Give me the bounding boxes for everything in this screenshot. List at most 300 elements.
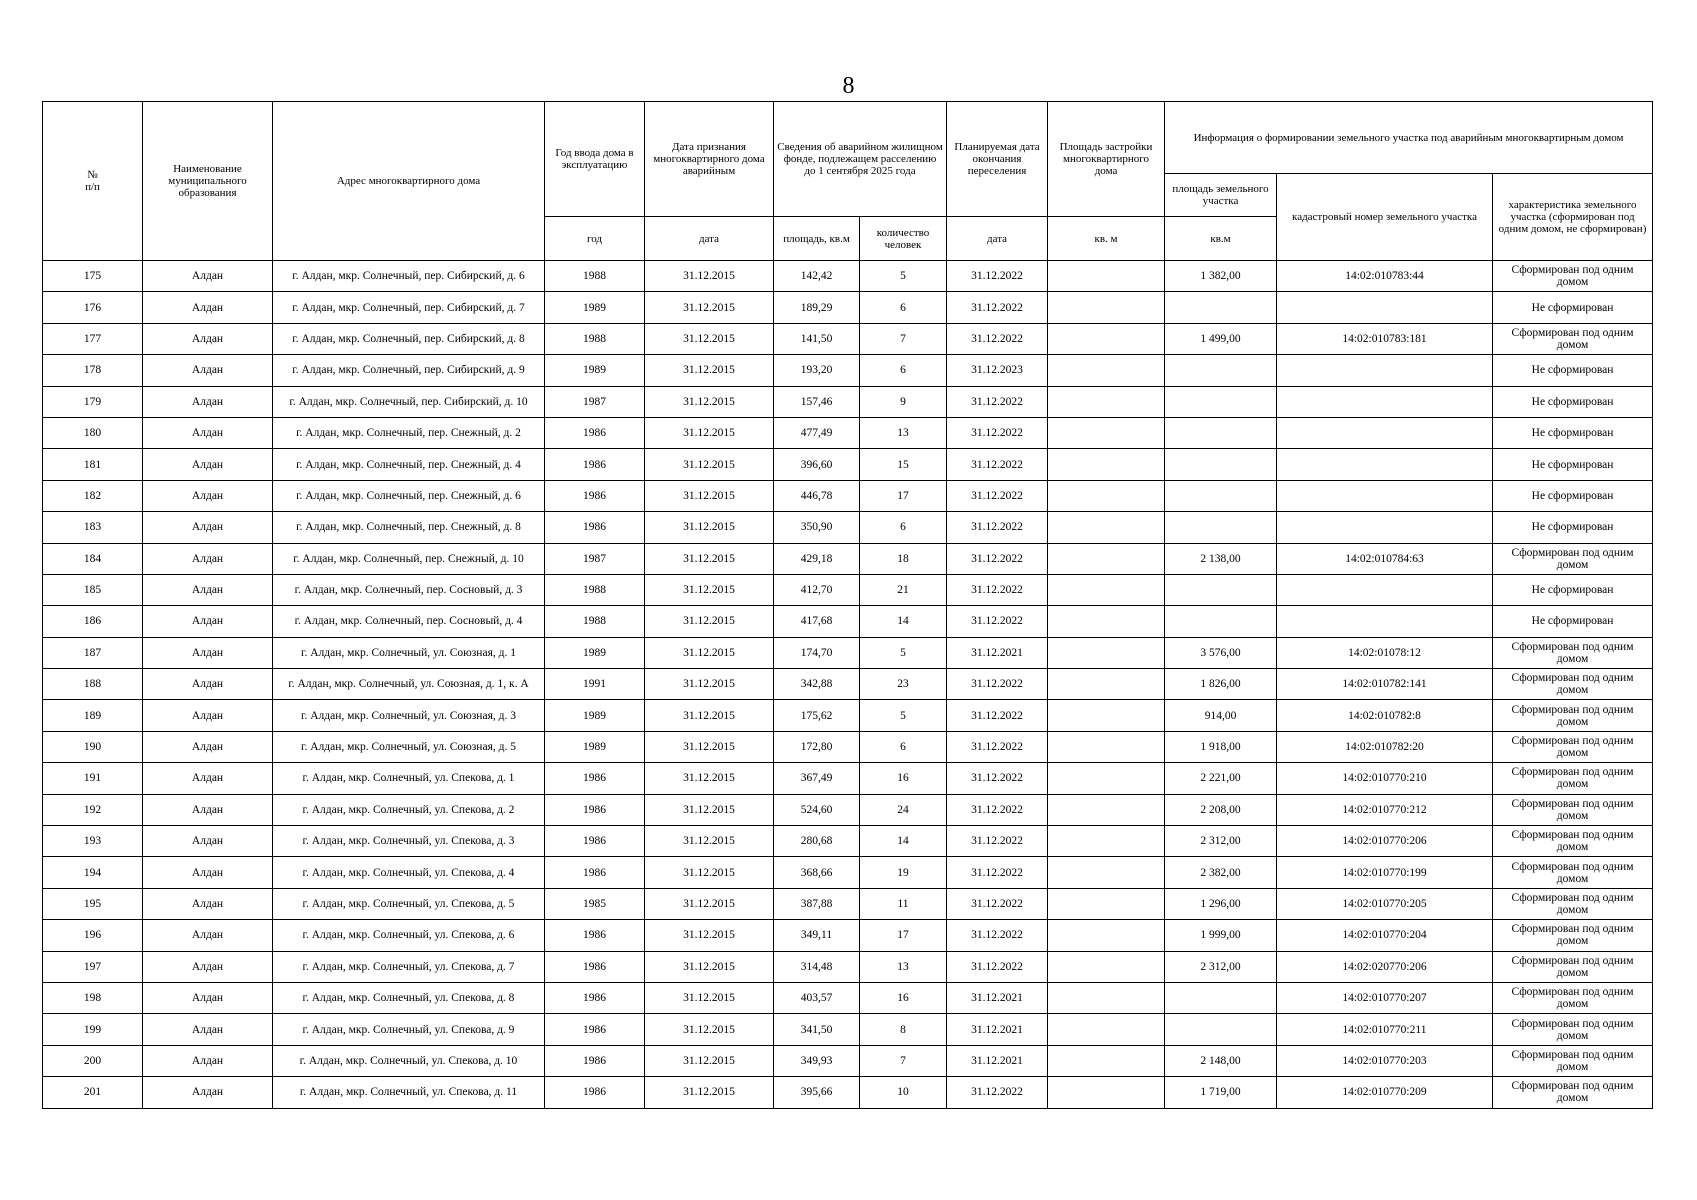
table-row [43,323,1653,354]
land-area-cell: 1 826,00 [1165,669,1277,700]
cadastral-cell: 14:02:010770:209 [1277,1077,1493,1108]
characteristic-cell: Не сформирован [1493,574,1653,605]
characteristic-cell: Сформирован под одним домом [1493,794,1653,825]
cadastral-cell: 14:02:010782:20 [1277,731,1493,762]
col-header-emergency-fund: Сведения об аварийном жилищном фонде, подлежащем расселению до 1 сентября 2025 года [774,102,947,217]
recognition-date-cell: 31.12.2015 [645,731,774,762]
recognition-date-cell: 31.12.2015 [645,323,774,354]
planned-date-cell: 31.12.2022 [947,323,1048,354]
cadastral-cell: 14:02:010783:44 [1277,261,1493,292]
area-cell: 387,88 [774,888,860,919]
recognition-date-cell: 31.12.2015 [645,982,774,1013]
table-row [43,386,1653,417]
land-area-cell [1165,417,1277,448]
cadastral-cell [1277,480,1493,511]
characteristic-cell: Сформирован под одним домом [1493,1014,1653,1045]
planned-date-cell: 31.12.2022 [947,794,1048,825]
year-cell: 1986 [545,512,645,543]
planned-date-cell: 31.12.2022 [947,386,1048,417]
people-cell: 15 [860,449,947,480]
table-row [43,637,1653,668]
land-area-cell [1165,982,1277,1013]
built-area-cell [1048,920,1165,951]
land-area-cell: 1 499,00 [1165,323,1277,354]
land-area-cell: 1 999,00 [1165,920,1277,951]
land-area-cell: 2 208,00 [1165,794,1277,825]
table-row [43,982,1653,1013]
year-cell: 1988 [545,606,645,637]
table-row [43,857,1653,888]
row-number: 190 [43,731,143,762]
year-cell: 1987 [545,543,645,574]
row-number: 177 [43,323,143,354]
municipality-cell: Алдан [143,543,273,574]
land-area-cell: 3 576,00 [1165,637,1277,668]
col-header-built-area: Площадь застройки многоквартирного дома [1048,102,1165,217]
address-cell: г. Алдан, мкр. Солнечный, пер. Снежный, д. 6 [273,480,545,511]
cadastral-cell: 14:02:010783:181 [1277,323,1493,354]
table-row [43,606,1653,637]
land-area-cell: 914,00 [1165,700,1277,731]
municipality-cell: Алдан [143,637,273,668]
municipality-cell: Алдан [143,951,273,982]
characteristic-cell: Сформирован под одним домом [1493,857,1653,888]
planned-date-cell: 31.12.2022 [947,417,1048,448]
people-cell: 18 [860,543,947,574]
characteristic-cell: Не сформирован [1493,449,1653,480]
planned-date-cell: 31.12.2021 [947,637,1048,668]
planned-date-cell: 31.12.2022 [947,920,1048,951]
recognition-date-cell: 31.12.2015 [645,261,774,292]
area-cell: 280,68 [774,826,860,857]
recognition-date-cell: 31.12.2015 [645,920,774,951]
characteristic-cell: Сформирован под одним домом [1493,888,1653,919]
area-cell: 417,68 [774,606,860,637]
address-cell: г. Алдан, мкр. Солнечный, ул. Спекова, д. 5 [273,888,545,919]
people-cell: 17 [860,480,947,511]
planned-date-cell: 31.12.2021 [947,1045,1048,1076]
year-cell: 1986 [545,1014,645,1045]
area-cell: 314,48 [774,951,860,982]
address-cell: г. Алдан, мкр. Солнечный, пер. Снежный, д. 4 [273,449,545,480]
unit-people: количество человек [860,217,947,261]
recognition-date-cell: 31.12.2015 [645,1077,774,1108]
municipality-cell: Алдан [143,386,273,417]
row-number: 180 [43,417,143,448]
planned-date-cell: 31.12.2022 [947,480,1048,511]
land-area-cell [1165,512,1277,543]
built-area-cell [1048,355,1165,386]
table-row [43,417,1653,448]
row-number: 183 [43,512,143,543]
people-cell: 11 [860,888,947,919]
table-row [43,920,1653,951]
address-cell: г. Алдан, мкр. Солнечный, пер. Сосновый, д. 4 [273,606,545,637]
characteristic-cell: Не сформирован [1493,386,1653,417]
people-cell: 16 [860,982,947,1013]
cadastral-cell [1277,355,1493,386]
address-cell: г. Алдан, мкр. Солнечный, пер. Снежный, д. 8 [273,512,545,543]
unit-land-kvm: кв.м [1165,217,1277,261]
land-area-cell [1165,386,1277,417]
recognition-date-cell: 31.12.2015 [645,480,774,511]
built-area-cell [1048,794,1165,825]
table-row [43,574,1653,605]
municipality-cell: Алдан [143,982,273,1013]
cadastral-cell [1277,292,1493,323]
municipality-cell: Алдан [143,574,273,605]
row-number: 182 [43,480,143,511]
people-cell: 6 [860,292,947,323]
cadastral-cell: 14:02:020770:206 [1277,951,1493,982]
recognition-date-cell: 31.12.2015 [645,1014,774,1045]
land-area-cell: 2 312,00 [1165,826,1277,857]
planned-date-cell: 31.12.2022 [947,512,1048,543]
characteristic-cell: Сформирован под одним домом [1493,1045,1653,1076]
year-cell: 1988 [545,261,645,292]
municipality-cell: Алдан [143,417,273,448]
municipality-cell: Алдан [143,857,273,888]
year-cell: 1989 [545,355,645,386]
table-row [43,355,1653,386]
characteristic-cell: Сформирован под одним домом [1493,920,1653,951]
unit-date: дата [645,217,774,261]
recognition-date-cell: 31.12.2015 [645,857,774,888]
year-cell: 1986 [545,480,645,511]
people-cell: 5 [860,261,947,292]
land-area-cell: 2 382,00 [1165,857,1277,888]
year-cell: 1988 [545,323,645,354]
table-row [43,543,1653,574]
built-area-cell [1048,386,1165,417]
table-row [43,1077,1653,1108]
recognition-date-cell: 31.12.2015 [645,669,774,700]
address-cell: г. Алдан, мкр. Солнечный, ул. Спекова, д. 3 [273,826,545,857]
area-cell: 395,66 [774,1077,860,1108]
municipality-cell: Алдан [143,355,273,386]
built-area-cell [1048,543,1165,574]
row-number: 200 [43,1045,143,1076]
built-area-cell [1048,480,1165,511]
cadastral-cell: 14:02:010782:8 [1277,700,1493,731]
recognition-date-cell: 31.12.2015 [645,449,774,480]
characteristic-cell: Сформирован под одним домом [1493,637,1653,668]
people-cell: 13 [860,417,947,448]
planned-date-cell: 31.12.2022 [947,1077,1048,1108]
municipality-cell: Алдан [143,794,273,825]
cadastral-cell: 14:02:010770:203 [1277,1045,1493,1076]
year-cell: 1986 [545,826,645,857]
land-area-cell: 2 148,00 [1165,1045,1277,1076]
recognition-date-cell: 31.12.2015 [645,512,774,543]
built-area-cell [1048,637,1165,668]
col-header-characteristic: характеристика земельного участка (сформирован под одним домом, не сформирован) [1493,174,1653,261]
recognition-date-cell: 31.12.2015 [645,543,774,574]
area-cell: 157,46 [774,386,860,417]
area-cell: 412,70 [774,574,860,605]
municipality-cell: Алдан [143,731,273,762]
area-cell: 189,29 [774,292,860,323]
characteristic-cell: Сформирован под одним домом [1493,323,1653,354]
year-cell: 1985 [545,888,645,919]
row-number: 181 [43,449,143,480]
recognition-date-cell: 31.12.2015 [645,606,774,637]
recognition-date-cell: 31.12.2015 [645,574,774,605]
row-number: 189 [43,700,143,731]
people-cell: 5 [860,700,947,731]
row-number: 176 [43,292,143,323]
recognition-date-cell: 31.12.2015 [645,637,774,668]
built-area-cell [1048,574,1165,605]
address-cell: г. Алдан, мкр. Солнечный, пер. Сосновый, д. 3 [273,574,545,605]
row-number: 193 [43,826,143,857]
cadastral-cell: 14:02:010770:199 [1277,857,1493,888]
cadastral-cell [1277,417,1493,448]
recognition-date-cell: 31.12.2015 [645,794,774,825]
address-cell: г. Алдан, мкр. Солнечный, ул. Спекова, д. 8 [273,982,545,1013]
address-cell: г. Алдан, мкр. Солнечный, пер. Сибирский, д. 7 [273,292,545,323]
year-cell: 1986 [545,1077,645,1108]
table-row [43,1014,1653,1045]
characteristic-cell: Сформирован под одним домом [1493,982,1653,1013]
built-area-cell [1048,763,1165,794]
land-area-cell [1165,355,1277,386]
planned-date-cell: 31.12.2022 [947,449,1048,480]
row-number: 187 [43,637,143,668]
characteristic-cell: Сформирован под одним домом [1493,951,1653,982]
land-area-cell [1165,1014,1277,1045]
recognition-date-cell: 31.12.2015 [645,292,774,323]
year-cell: 1986 [545,1045,645,1076]
area-cell: 174,70 [774,637,860,668]
address-cell: г. Алдан, мкр. Солнечный, ул. Союзная, д. 3 [273,700,545,731]
land-area-cell [1165,480,1277,511]
address-cell: г. Алдан, мкр. Солнечный, пер. Сибирский, д. 9 [273,355,545,386]
col-header-recognition-date: Дата признания многоквартирного дома аварийным [645,102,774,217]
address-cell: г. Алдан, мкр. Солнечный, пер. Сибирский, д. 8 [273,323,545,354]
cadastral-cell: 14:02:010770:205 [1277,888,1493,919]
year-cell: 1986 [545,951,645,982]
planned-date-cell: 31.12.2022 [947,292,1048,323]
built-area-cell [1048,826,1165,857]
cadastral-cell: 14:02:010770:207 [1277,982,1493,1013]
table-row [43,480,1653,511]
year-cell: 1986 [545,920,645,951]
cadastral-cell [1277,606,1493,637]
unit-area: площадь, кв.м [774,217,860,261]
land-area-cell [1165,606,1277,637]
recognition-date-cell: 31.12.2015 [645,417,774,448]
people-cell: 7 [860,1045,947,1076]
characteristic-cell: Не сформирован [1493,480,1653,511]
table-row [43,1045,1653,1076]
area-cell: 141,50 [774,323,860,354]
built-area-cell [1048,951,1165,982]
row-number: 179 [43,386,143,417]
cadastral-cell [1277,386,1493,417]
land-area-cell [1165,292,1277,323]
planned-date-cell: 31.12.2023 [947,355,1048,386]
municipality-cell: Алдан [143,1014,273,1045]
people-cell: 13 [860,951,947,982]
cadastral-cell [1277,574,1493,605]
planned-date-cell: 31.12.2022 [947,763,1048,794]
built-area-cell [1048,261,1165,292]
planned-date-cell: 31.12.2022 [947,606,1048,637]
area-cell: 342,88 [774,669,860,700]
address-cell: г. Алдан, мкр. Солнечный, пер. Сибирский, д. 10 [273,386,545,417]
unit-year: год [545,217,645,261]
planned-date-cell: 31.12.2022 [947,669,1048,700]
cadastral-cell: 14:02:010770:212 [1277,794,1493,825]
characteristic-cell: Сформирован под одним домом [1493,261,1653,292]
municipality-cell: Алдан [143,920,273,951]
planned-date-cell: 31.12.2022 [947,543,1048,574]
row-number: 191 [43,763,143,794]
cadastral-cell [1277,449,1493,480]
area-cell: 429,18 [774,543,860,574]
people-cell: 9 [860,386,947,417]
built-area-cell [1048,417,1165,448]
land-area-cell [1165,449,1277,480]
people-cell: 14 [860,826,947,857]
recognition-date-cell: 31.12.2015 [645,386,774,417]
address-cell: г. Алдан, мкр. Солнечный, ул. Спекова, д. 11 [273,1077,545,1108]
characteristic-cell: Сформирован под одним домом [1493,731,1653,762]
row-number: 178 [43,355,143,386]
cadastral-cell: 14:02:010770:210 [1277,763,1493,794]
planned-date-cell: 31.12.2022 [947,261,1048,292]
people-cell: 14 [860,606,947,637]
municipality-cell: Алдан [143,888,273,919]
municipality-cell: Алдан [143,763,273,794]
year-cell: 1987 [545,386,645,417]
built-area-cell [1048,1014,1165,1045]
land-area-cell [1165,574,1277,605]
municipality-cell: Алдан [143,480,273,511]
characteristic-cell: Сформирован под одним домом [1493,826,1653,857]
built-area-cell [1048,1077,1165,1108]
built-area-cell [1048,512,1165,543]
row-number: 198 [43,982,143,1013]
built-area-cell [1048,700,1165,731]
planned-date-cell: 31.12.2022 [947,574,1048,605]
address-cell: г. Алдан, мкр. Солнечный, пер. Снежный, д. 2 [273,417,545,448]
people-cell: 8 [860,1014,947,1045]
table-body [43,261,1653,1109]
area-cell: 367,49 [774,763,860,794]
people-cell: 24 [860,794,947,825]
cadastral-cell [1277,512,1493,543]
row-number: 175 [43,261,143,292]
planned-date-cell: 31.12.2021 [947,1014,1048,1045]
built-area-cell [1048,857,1165,888]
row-number: 194 [43,857,143,888]
planned-date-cell: 31.12.2022 [947,731,1048,762]
people-cell: 19 [860,857,947,888]
people-cell: 6 [860,512,947,543]
address-cell: г. Алдан, мкр. Солнечный, ул. Спекова, д. 10 [273,1045,545,1076]
area-cell: 341,50 [774,1014,860,1045]
people-cell: 17 [860,920,947,951]
people-cell: 21 [860,574,947,605]
table-row [43,951,1653,982]
planned-date-cell: 31.12.2022 [947,888,1048,919]
emergency-housing-table [42,101,1653,1109]
characteristic-cell: Не сформирован [1493,606,1653,637]
year-cell: 1986 [545,763,645,794]
row-number: 184 [43,543,143,574]
unit-built-kvm: кв. м [1048,217,1165,261]
built-area-cell [1048,606,1165,637]
year-cell: 1986 [545,449,645,480]
land-area-cell: 1 296,00 [1165,888,1277,919]
municipality-cell: Алдан [143,261,273,292]
table-row [43,261,1653,292]
address-cell: г. Алдан, мкр. Солнечный, пер. Снежный, д. 10 [273,543,545,574]
area-cell: 396,60 [774,449,860,480]
built-area-cell [1048,323,1165,354]
col-header-municipality: Наименование муниципального образования [143,102,273,261]
col-header-num: № п/п [43,102,143,261]
recognition-date-cell: 31.12.2015 [645,355,774,386]
year-cell: 1986 [545,982,645,1013]
table-row [43,826,1653,857]
address-cell: г. Алдан, мкр. Солнечный, ул. Спекова, д. 1 [273,763,545,794]
recognition-date-cell: 31.12.2015 [645,700,774,731]
row-number: 199 [43,1014,143,1045]
area-cell: 446,78 [774,480,860,511]
land-area-cell: 1 719,00 [1165,1077,1277,1108]
area-cell: 350,90 [774,512,860,543]
year-cell: 1991 [545,669,645,700]
col-header-planned-date: Планируемая дата окончания переселения [947,102,1048,217]
recognition-date-cell: 31.12.2015 [645,888,774,919]
unit-plan-date: дата [947,217,1048,261]
people-cell: 6 [860,355,947,386]
row-number: 197 [43,951,143,982]
cadastral-cell: 14:02:010770:211 [1277,1014,1493,1045]
area-cell: 403,57 [774,982,860,1013]
cadastral-cell: 14:02:010782:141 [1277,669,1493,700]
recognition-date-cell: 31.12.2015 [645,951,774,982]
year-cell: 1986 [545,794,645,825]
built-area-cell [1048,669,1165,700]
municipality-cell: Алдан [143,669,273,700]
built-area-cell [1048,1045,1165,1076]
col-header-cadastral: кадастровый номер земельного участка [1277,174,1493,261]
table-row [43,731,1653,762]
built-area-cell [1048,982,1165,1013]
year-cell: 1986 [545,857,645,888]
address-cell: г. Алдан, мкр. Солнечный, ул. Союзная, д. 5 [273,731,545,762]
municipality-cell: Алдан [143,1045,273,1076]
people-cell: 23 [860,669,947,700]
land-area-cell: 2 138,00 [1165,543,1277,574]
area-cell: 524,60 [774,794,860,825]
people-cell: 5 [860,637,947,668]
cadastral-cell: 14:02:010770:206 [1277,826,1493,857]
table-row [43,292,1653,323]
area-cell: 193,20 [774,355,860,386]
address-cell: г. Алдан, мкр. Солнечный, ул. Спекова, д. 4 [273,857,545,888]
municipality-cell: Алдан [143,323,273,354]
land-area-cell: 1 918,00 [1165,731,1277,762]
area-cell: 349,93 [774,1045,860,1076]
cadastral-cell: 14:02:010770:204 [1277,920,1493,951]
recognition-date-cell: 31.12.2015 [645,763,774,794]
year-cell: 1989 [545,637,645,668]
